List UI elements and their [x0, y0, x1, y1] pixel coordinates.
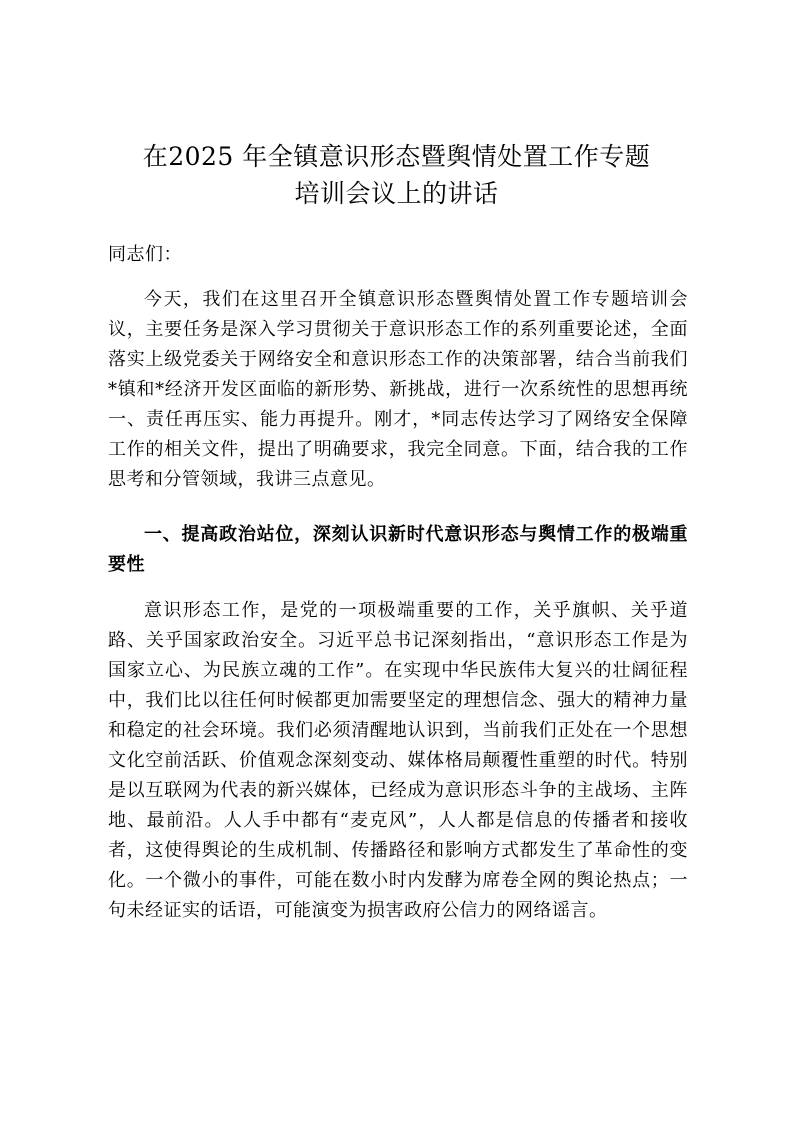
paragraph-section-1: 意识形态工作，是党的一项极端重要的工作，关乎旗帜、关乎道路、关乎国家政治安全。习近平总书记深刻指出，“意识形态工作是为国家立心、为民族立魂的工作”。在实现中华民族伟大复兴的壮阔征程中，我们比以往任何时候都更加需要坚定的理想信念、强大的精神力量和稳定的社会环境。我们必须清醒地认识到，当前我们正处在一个思想文化空前活跃、价值观念深刻变动、媒体格局颠覆性重塑的时代。特别是以互联网为代表的新兴媒体，已经成为意识形态斗争的主战场、主阵地、最前沿。人人手中都有“麦克风”，人人都是信息的传播者和接收者，这使得舆论的生成机制、传播路径和影响方式都发生了革命性的变化。一个微小的事件，可能在数小时内发酵为席卷全网的舆论热点；一句未经证实的话语，可能演变为损害政府公信力的网络谣言。 [108, 600, 688, 921]
title-line-1: 在2025 年全镇意识形态暨舆情处置工作专题 [142, 142, 651, 171]
section-heading-1: 一、提高政治站位，深刻认识新时代意识形态与舆情工作的极端重要性 [108, 524, 688, 575]
page-title [60, 138, 733, 212]
paragraph-intro: 今天，我们在这里召开全镇意识形态暨舆情处置工作专题培训会议，主要任务是深入学习贯彻关于意识形态工作的系列重要论述，全面落实上级党委关于网络安全和意识形态工作的决策部署，结合当前我们*镇和*经济开发区面临的新形势、新挑战，进行一次系统性的思想再统一、责任再压实、能力再提升。刚才，*同志传达学习了网络安全保障工作的相关文件，提出了明确要求，我完全同意。下面，结合我的工作思考和分管领域，我讲三点意见。 [108, 289, 688, 490]
title-line-2: 培训会议上的讲话 [294, 179, 499, 208]
salutation: 同志们： [108, 244, 182, 265]
